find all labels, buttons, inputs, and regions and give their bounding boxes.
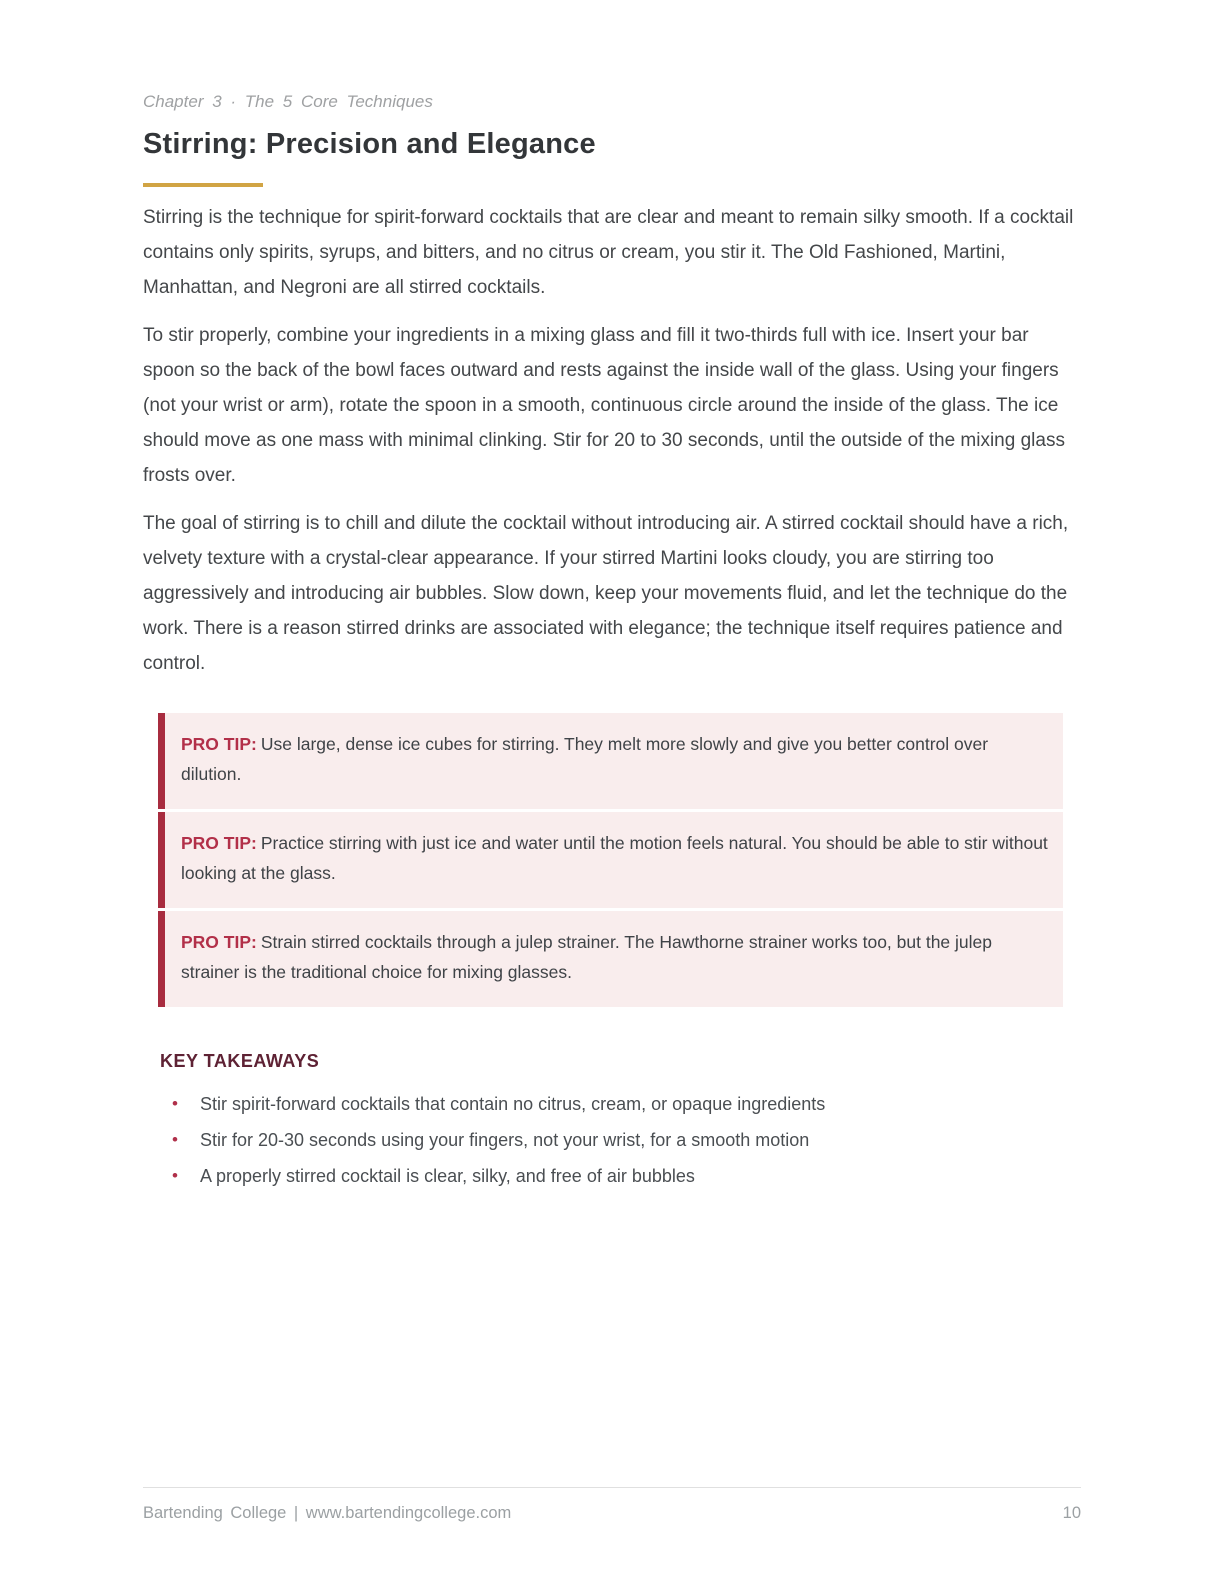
list-item xyxy=(160,1158,1081,1194)
bullet-icon: • xyxy=(172,1166,178,1185)
pro-tip-callout xyxy=(158,713,1063,809)
footer-page-number: 10 xyxy=(1062,1504,1081,1522)
key-takeaways-heading: KEY TAKEAWAYS xyxy=(160,1051,320,1071)
takeaway-text: Stir for 20-30 seconds using your fingers, not your wrist, for a smooth motion xyxy=(200,1130,810,1150)
list-item xyxy=(160,1086,1081,1122)
footer-publisher-text: Bartending College | www.bartendingcollege.com xyxy=(143,1504,512,1522)
bullet-icon: • xyxy=(172,1094,178,1113)
title-accent-rule xyxy=(143,183,263,187)
pro-tip-callout xyxy=(158,812,1063,908)
body-paragraph: To stir properly, combine your ingredients in a mixing glass and fill it two-thirds full with ice. Insert your bar spoon so the back of the bowl faces outward and rests against the inside wall of the glass. Using your fingers (not your wrist or arm), rotate the spoon in a smooth, continuous circle around the inside of the glass. The ice should move as one mass with minimal clinking. Stir for 20 to 30 seconds, until the outside of the mixing glass frosts over. xyxy=(143,325,1065,486)
pro-tip-text: Practice stirring with just ice and water until the motion feels natural. You should be able to stir without looking at the glass. xyxy=(181,833,1048,883)
page-footer xyxy=(143,1487,1081,1523)
pro-tip-label: PRO TIP: xyxy=(181,734,257,754)
pro-tips-section xyxy=(158,713,1063,1007)
body-paragraph: The goal of stirring is to chill and dilute the cocktail without introducing air. A stirred cocktail should have a rich, velvety texture with a crystal-clear appearance. If your stirred Martini looks cloudy, you are stirring too aggressively and introducing air bubbles. Slow down, keep your movements fluid, and let the technique do the work. There is a reason stirred drinks are associated with elegance; the technique itself requires patience and control. xyxy=(143,513,1069,674)
chapter-breadcrumb: Chapter 3 · The 5 Core Techniques xyxy=(143,92,433,111)
bullet-icon: • xyxy=(172,1130,178,1149)
list-item xyxy=(160,1122,1081,1158)
pro-tip-text: Use large, dense ice cubes for stirring. They melt more slowly and give you better control over dilution. xyxy=(181,734,989,784)
pro-tip-label: PRO TIP: xyxy=(181,932,257,952)
pro-tip-callout xyxy=(158,911,1063,1007)
takeaway-text: A properly stirred cocktail is clear, silky, and free of air bubbles xyxy=(200,1166,695,1186)
key-takeaways-section xyxy=(160,1051,1081,1194)
page-title: Stirring: Precision and Elegance xyxy=(143,128,596,160)
takeaway-text: Stir spirit-forward cocktails that contain no citrus, cream, or opaque ingredients xyxy=(200,1094,826,1114)
pro-tip-label: PRO TIP: xyxy=(181,833,257,853)
body-paragraph: Stirring is the technique for spirit-forward cocktails that are clear and meant to remain silky smooth. If a cocktail contains only spirits, syrups, and bitters, and no citrus or cream, you stir it. The Old Fashioned, Martini, Manhattan, and Negroni are all stirred cocktails. xyxy=(143,207,1074,298)
page-content xyxy=(143,0,1081,1194)
pro-tip-text: Strain stirred cocktails through a julep strainer. The Hawthorne strainer works too, but the julep strainer is the traditional choice for mixing glasses. xyxy=(181,932,992,982)
